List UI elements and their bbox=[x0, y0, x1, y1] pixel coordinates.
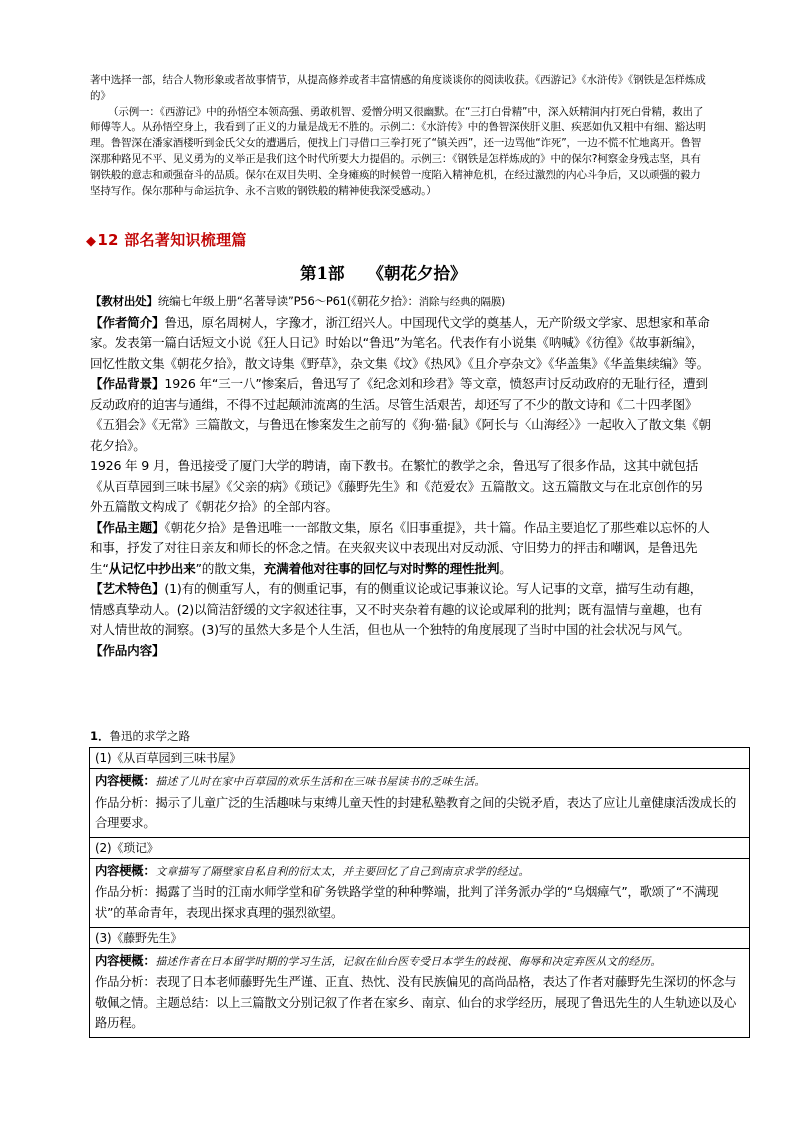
content-label: 【作品内容】 bbox=[90, 642, 165, 658]
table-row bbox=[90, 769, 750, 838]
section-heading bbox=[86, 229, 247, 250]
work-analysis: 揭示了儿童广泛的生活趣味与束缚儿童天性的封建私塾教育之间的尖锐矛盾，表达了应让儿童健康活泼成长的合理要求。 bbox=[95, 795, 737, 831]
table-row bbox=[90, 858, 750, 927]
source-text: 统编七年级上册“名著导读”P56～P61(《朝花夕拾》： bbox=[157, 294, 419, 308]
background-paragraph bbox=[90, 374, 712, 456]
source-paragraph bbox=[90, 291, 712, 313]
subheading-number: 1． bbox=[90, 729, 110, 743]
intro-example: （示例一：《西游记》中的孙悟空本领高强、勇敢机智、爱憎分明又很幽默。在“三打白骨精”中，深入妖精洞内打死白骨精，救出了师傅等人。从孙悟空身上，我看到了正义的力量是战无不胜的。示例二：《水浒传》中的鲁智深侠肝义胆、疾恶如仇又粗中有细、豁达明理。鲁智深在潘家酒楼听到金氏父女的遭遇后，便找上门寻借口三拳打死了“镇关西”，还一边骂他“诈死”，一边不慌不忙地离开。鲁智深那种路见不平、见义勇为的义举正是我们这个时代所要大力提倡的。示例三：《钢铁是怎样炼成的》中的保尔?柯察金身残志坚，具有钢铁般的意志和顽强奋斗的品质。保尔在双目失明、全身瘫痪的时候曾一度陷入精神危机，在经过激烈的内心斗争后，又以顽强的毅力坚持写作。保尔那种与命运抗争、永不言败的钢铁般的精神使我深受感动。） bbox=[90, 105, 706, 197]
work-analysis: 揭露了当时的江南水师学堂和矿务铁路学堂的种种弊端，批判了洋务派办学的“乌烟瘴气”，歌颂了“不满现状”的革命青年，表现出探求真理的强烈欲望。 bbox=[95, 885, 719, 920]
theme-paragraph bbox=[90, 518, 712, 580]
work-summary: 描述作者在日本留学时期的学习生活，记叙在仙台医专受日本学生的歧视、侮辱和决定弃医从文的经历。 bbox=[155, 954, 662, 968]
work-title: (3)《藤野先生》 bbox=[90, 927, 750, 948]
theme-text: 《朝花夕拾》是鲁迅唯一一部散文集，原名《旧事重提》，共十篇。作品主要追忆了那些难以忘怀的人和事，抒发了对往日亲友和师长的怀念之情。在夹叙夹议中表现出对反动派、守旧势力的抨击和嘲讽，是鲁迅先生“ bbox=[90, 519, 710, 576]
work-title: (2)《琐记》 bbox=[90, 837, 750, 858]
analysis-label: 作品分析： bbox=[95, 975, 156, 990]
intro-block bbox=[90, 73, 710, 199]
table-row bbox=[90, 748, 750, 769]
background-paragraph-2: 1926 年 9 月，鲁迅接受了厦门大学的聘请，南下教书。在繁忙的教学之余，鲁迅写了很多作品，这其中就包括《从百草园到三味书屋》《父亲的病》《琐记》《藤野先生》和《范爱农》五篇散文。这五篇散文与在北京创作的另外五篇散文构成了《朝花夕拾》的全部内容。 bbox=[90, 458, 704, 514]
art-label: 【艺术特色】 bbox=[90, 581, 165, 596]
author-paragraph bbox=[90, 313, 712, 375]
summary-label: 内容梗概： bbox=[95, 953, 156, 968]
diamond-icon: ◆ bbox=[86, 234, 97, 249]
source-text-small: 消除与经典的隔膜) bbox=[418, 296, 506, 308]
book-intro bbox=[90, 291, 712, 661]
analysis-label: 作品分析： bbox=[95, 795, 156, 810]
theme-end: 。 bbox=[499, 560, 512, 576]
author-label: 【作者简介】 bbox=[90, 314, 165, 330]
part-title: 第1部 《朝花夕拾》 bbox=[300, 264, 467, 283]
theme-bold-2: 充满着他对往事的回忆与对时弊的理性批判 bbox=[263, 560, 500, 576]
subheading bbox=[90, 728, 190, 744]
analysis-label: 作品分析： bbox=[95, 885, 156, 900]
author-text: 鲁迅，原名周树人，字豫才，浙江绍兴人。中国现代文学的奠基人，无产阶级文学家、思想家和革命家。发表第一篇白话短文小说《狂人日记》时始以“鲁迅”为笔名。代表作有小说集《呐喊》《彷徨》《故事新编》，回忆性散文集《朝花夕拾》，散文诗集《野草》，杂文集《坟》《热风》《且介亭杂文》《华盖集》《华盖集续编》等。 bbox=[90, 314, 710, 371]
summary-label: 内容梗概： bbox=[95, 774, 156, 788]
works-table bbox=[89, 747, 750, 1038]
theme-label: 【作品主题】 bbox=[90, 519, 165, 535]
work-cell bbox=[90, 769, 750, 838]
work-analysis: 表现了日本老师藤野先生严谨、正直、热忱、没有民族偏见的高尚品格，表达了作者对藤野先生深切的怀念与敬佩之情。主题总结：以上三篇散文分别记叙了作者在家乡、南京、仙台的求学经历，展现了鲁迅先生的人生轨迹以及心路历程。 bbox=[95, 975, 737, 1031]
table-row bbox=[90, 837, 750, 858]
subheading-text: 鲁迅的求学之路 bbox=[109, 729, 191, 743]
section-heading-text: 12 部名著知识梳理篇 bbox=[97, 231, 247, 249]
work-summary: 文章描写了隔壁家自私自利的衍太太，并主要回忆了自己到南京求学的经过。 bbox=[155, 864, 530, 878]
art-paragraph bbox=[90, 579, 712, 641]
table-row bbox=[90, 948, 750, 1037]
source-label: 【教材出处】 bbox=[90, 294, 158, 308]
work-cell bbox=[90, 948, 750, 1037]
background-label: 【作品背景】 bbox=[90, 376, 165, 391]
intro-question: 著中选择一部，结合人物形象或者故事情节，从提高修养或者丰富情感的角度谈谈你的阅读收获。《西游记》《水浒传》《钢铁是怎样炼成的》 bbox=[90, 74, 706, 102]
theme-bold: 从记忆中抄出来 bbox=[108, 560, 196, 576]
work-cell bbox=[90, 858, 750, 927]
theme-text-2: ”的散文集， bbox=[195, 560, 264, 576]
table-row bbox=[90, 927, 750, 948]
work-summary: 描述了儿时在家中百草园的欢乐生活和在三味书屋读书的乏味生活。 bbox=[155, 775, 486, 788]
work-title: (1)《从百草园到三味书屋》 bbox=[90, 748, 750, 769]
art-text: (1)有的侧重写人，有的侧重记事，有的侧重议论或记事兼议论。写人记事的文章，描写生动有趣，情感真挚动人。(2)以简洁舒缓的文字叙述往事，又不时夹杂着有趣的议论或犀利的批判；既有温情与童趣，也有对人情世故的洞察。(3)写的虽然大多是个人生活，但也从一个独特的角度展现了当时中国的社会状况与风气。 bbox=[90, 581, 703, 637]
background-text: 1926 年“三一八”惨案后，鲁迅写了《纪念刘和珍君》等文章，愤怒声讨反动政府的无耻行径，遭到反动政府的迫害与通缉，不得不过起颠沛流离的生活。尽管生活艰苦，却还写了不少的散文诗和《二十四孝图》《五猖会》《无常》三篇散文，与鲁迅在惨案发生之前写的《狗·猫·鼠》《阿长与〈山海经〉》一起收入了散文集《朝花夕拾》。 bbox=[90, 376, 711, 453]
summary-label: 内容梗概： bbox=[95, 863, 156, 878]
